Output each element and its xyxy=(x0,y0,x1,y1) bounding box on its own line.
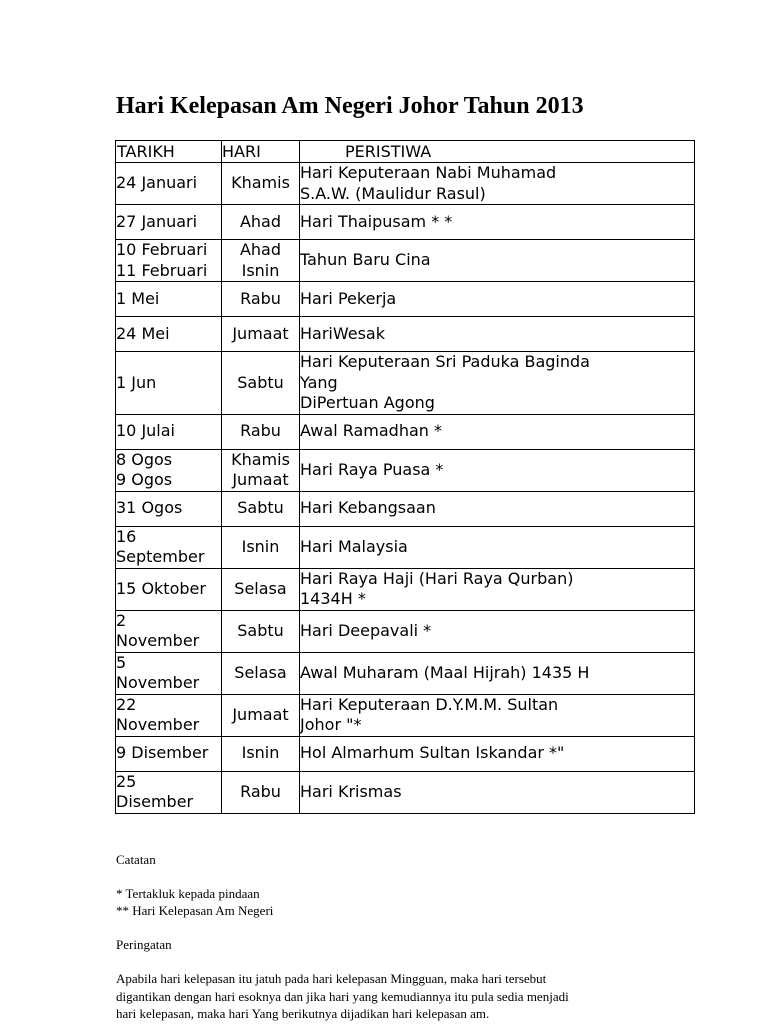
note-state-holiday: ** Hari Kelepasan Am Negeri xyxy=(116,903,274,918)
date-line: 9 Ogos xyxy=(116,470,173,489)
day-cell xyxy=(222,240,300,282)
date-cell xyxy=(116,526,222,568)
table-row xyxy=(116,240,695,282)
day-line: Khamis xyxy=(231,449,290,469)
event-line: 1434H * xyxy=(300,589,366,608)
date-line: 15 Oktober xyxy=(116,578,206,598)
event-cell xyxy=(300,652,695,694)
event-line: Hari Raya Puasa * xyxy=(300,459,444,479)
event-line: S.A.W. (Maulidur Rasul) xyxy=(300,183,486,203)
date-line: November xyxy=(116,673,200,692)
day-cell xyxy=(222,526,300,568)
date-line: 1 Jun xyxy=(116,372,157,392)
event-line: Awal Muharam (Maal Hijrah) 1435 H xyxy=(300,662,590,682)
event-line: Hari Keputeraan Sri Paduka Baginda xyxy=(300,352,590,371)
warning-line: Apabila hari kelepasan itu jatuh pada hari kelepasan Mingguan, maka hari tersebut xyxy=(116,971,547,986)
header-tarikh: TARIKH xyxy=(116,141,222,163)
date-cell xyxy=(116,449,222,491)
day-line: Khamis xyxy=(231,173,290,193)
date-line: 10 Februari xyxy=(116,240,208,259)
day-cell xyxy=(222,205,300,240)
date-line: 31 Ogos xyxy=(116,498,183,518)
day-line: Isnin xyxy=(241,260,280,280)
date-cell xyxy=(116,736,222,771)
day-line: Ahad xyxy=(239,211,282,231)
event-cell xyxy=(300,449,695,491)
day-cell xyxy=(222,652,300,694)
event-line: Hari Deepavali * xyxy=(300,620,432,640)
date-line: 24 Januari xyxy=(116,173,198,193)
date-line: 16 xyxy=(116,526,137,546)
date-cell xyxy=(116,282,222,317)
day-cell xyxy=(222,491,300,526)
day-line: Rabu xyxy=(240,781,281,801)
date-cell xyxy=(116,352,222,415)
catatan-heading: Catatan xyxy=(116,852,156,867)
day-line: Selasa xyxy=(234,662,287,682)
day-cell xyxy=(222,317,300,352)
date-line: 2 xyxy=(116,610,127,630)
note-amendment: * Tertakluk kepada pindaan xyxy=(116,886,260,901)
event-cell xyxy=(300,568,695,610)
table-header-row xyxy=(116,141,695,163)
event-line: DiPertuan Agong xyxy=(300,393,435,412)
day-cell xyxy=(222,771,300,813)
event-cell xyxy=(300,610,695,652)
date-cell xyxy=(116,652,222,694)
event-line: Hari Malaysia xyxy=(300,536,408,556)
event-cell xyxy=(300,491,695,526)
day-line: Jumaat xyxy=(232,704,289,724)
date-line: 1 Mei xyxy=(116,288,160,308)
day-cell xyxy=(222,282,300,317)
date-cell xyxy=(116,163,222,205)
date-line: 24 Mei xyxy=(116,323,170,343)
date-cell xyxy=(116,771,222,813)
day-cell xyxy=(222,568,300,610)
table-row xyxy=(116,694,695,736)
event-line: Hari Kebangsaan xyxy=(300,498,436,518)
event-cell xyxy=(300,205,695,240)
event-cell xyxy=(300,694,695,736)
event-line: Awal Ramadhan * xyxy=(300,421,443,441)
day-line: Sabtu xyxy=(237,498,284,518)
date-line: September xyxy=(116,547,205,566)
event-line: Hol Almarhum Sultan Iskandar *" xyxy=(300,743,565,763)
day-line: Jumaat xyxy=(232,470,289,489)
event-cell xyxy=(300,240,695,282)
event-line: Hari Raya Haji (Hari Raya Qurban) xyxy=(300,568,574,588)
day-line: Sabtu xyxy=(237,372,284,392)
day-cell xyxy=(222,694,300,736)
day-cell xyxy=(222,736,300,771)
day-cell xyxy=(222,449,300,491)
table-row xyxy=(116,610,695,652)
event-cell xyxy=(300,771,695,813)
table-row xyxy=(116,736,695,771)
event-line: Hari Krismas xyxy=(300,781,402,801)
holiday-table xyxy=(115,140,695,814)
date-cell xyxy=(116,568,222,610)
warning-line: hari kelepasan, maka hari Yang berikutnya dijadikan hari kelepasan am. xyxy=(116,1006,490,1021)
date-cell xyxy=(116,317,222,352)
event-line: Hari Thaipusam * * xyxy=(300,211,453,231)
date-line: 11 Februari xyxy=(116,260,208,280)
table-row xyxy=(116,491,695,526)
day-line: Rabu xyxy=(240,288,281,308)
date-line: 10 Julai xyxy=(116,421,175,441)
date-line: November xyxy=(116,631,200,650)
event-cell xyxy=(300,317,695,352)
day-line: Selasa xyxy=(234,578,287,598)
date-cell xyxy=(116,610,222,652)
date-line: 8 Ogos xyxy=(116,449,173,469)
day-line: Ahad xyxy=(239,240,282,259)
date-line: 5 xyxy=(116,652,127,672)
date-line: 25 xyxy=(116,771,137,791)
date-line: 9 Disember xyxy=(116,743,209,763)
day-line: Isnin xyxy=(241,536,280,556)
warning-line: digantikan dengan hari esoknya dan jika hari yang kemudiannya itu pula sedia menjadi xyxy=(116,988,569,1004)
table-row xyxy=(116,317,695,352)
date-line: Disember xyxy=(116,792,194,811)
day-cell xyxy=(222,610,300,652)
day-line: Rabu xyxy=(240,421,281,441)
event-line: Tahun Baru Cina xyxy=(300,250,431,270)
table-row xyxy=(116,449,695,491)
event-line: Hari Pekerja xyxy=(300,288,397,308)
day-cell xyxy=(222,352,300,415)
table-row xyxy=(116,568,695,610)
event-cell xyxy=(300,282,695,317)
event-line: Yang xyxy=(300,372,338,392)
peringatan-heading: Peringatan xyxy=(116,937,172,952)
date-line: 22 xyxy=(116,694,137,714)
date-line: 27 Januari xyxy=(116,211,198,231)
event-line: HariWesak xyxy=(300,323,385,343)
table-row xyxy=(116,771,695,813)
date-line: November xyxy=(116,715,200,734)
date-cell xyxy=(116,491,222,526)
event-cell xyxy=(300,352,695,415)
day-line: Isnin xyxy=(241,743,280,763)
day-cell xyxy=(222,414,300,449)
header-hari: HARI xyxy=(222,141,300,163)
table-row xyxy=(116,205,695,240)
event-cell xyxy=(300,414,695,449)
event-line: Johor "* xyxy=(300,715,362,734)
date-cell xyxy=(116,205,222,240)
event-cell xyxy=(300,526,695,568)
table-row xyxy=(116,352,695,415)
header-peristiwa: PERISTIWA xyxy=(300,141,695,163)
day-line: Jumaat xyxy=(232,323,289,343)
table-row xyxy=(116,163,695,205)
table-row xyxy=(116,526,695,568)
date-cell xyxy=(116,240,222,282)
event-line: Hari Keputeraan Nabi Muhamad xyxy=(300,163,557,182)
table-row xyxy=(116,282,695,317)
day-cell xyxy=(222,163,300,205)
date-cell xyxy=(116,414,222,449)
event-cell xyxy=(300,163,695,205)
page-title: Hari Kelepasan Am Negeri Johor Tahun 2013 xyxy=(116,93,584,119)
event-cell xyxy=(300,736,695,771)
date-cell xyxy=(116,694,222,736)
table-row xyxy=(116,652,695,694)
notes-section xyxy=(116,851,676,1023)
event-line: Hari Keputeraan D.Y.M.M. Sultan xyxy=(300,694,559,714)
day-line: Sabtu xyxy=(237,620,284,640)
warning-paragraph xyxy=(116,970,676,1023)
table-row xyxy=(116,414,695,449)
